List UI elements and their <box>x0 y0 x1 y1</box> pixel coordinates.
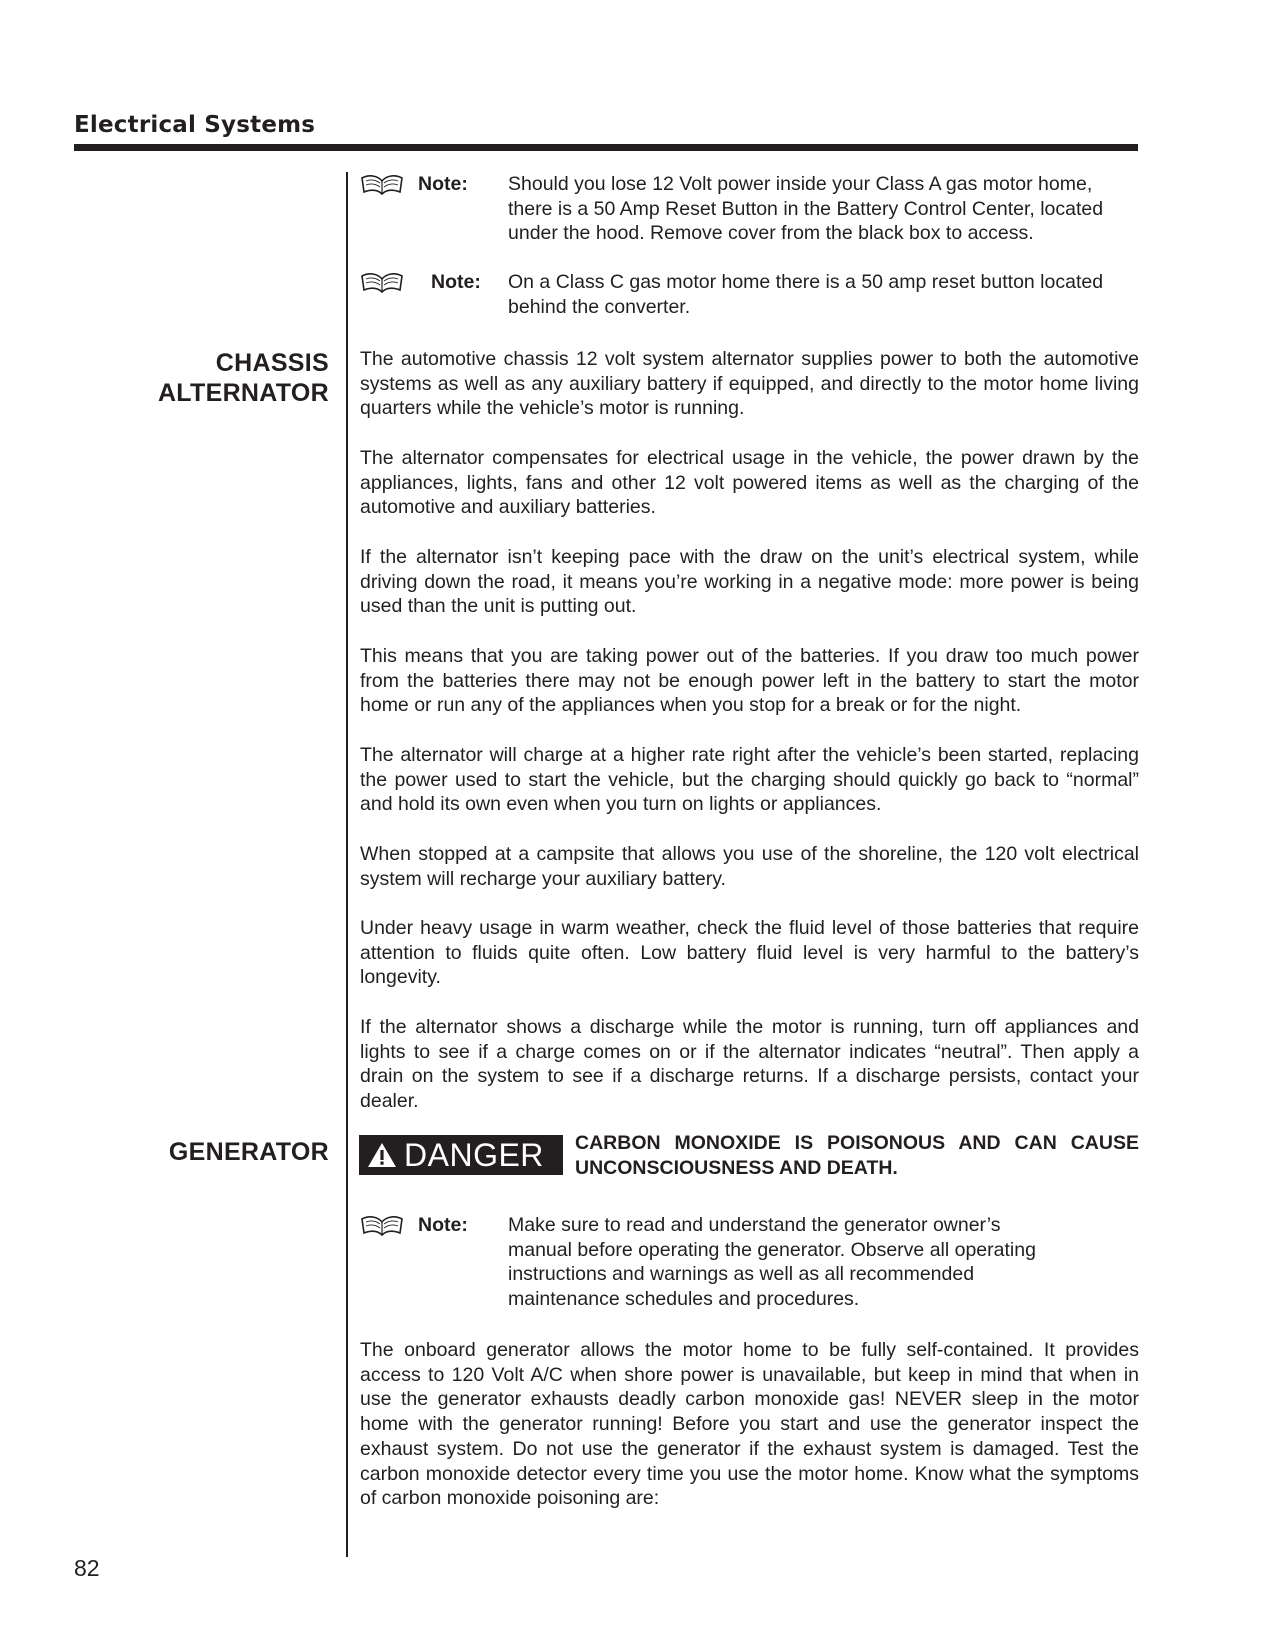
open-book-icon <box>360 1213 404 1237</box>
section-heading-chassis-alternator <box>158 348 329 408</box>
section-title: Electrical Systems <box>74 112 316 138</box>
danger-label <box>359 1135 563 1175</box>
paragraph: The automotive chassis 12 volt system alternator supplies power to both the automotive systems as well as any auxiliary battery if equipped, and directly to the motor home living quarters while the vehicle’s motor is running. <box>360 348 1139 420</box>
note-label: Note: <box>418 173 468 195</box>
paragraph: The onboard generator allows the motor home to be fully self-contained. It provides access to 120 Volt A/C when shore power is unavailable, but keep in mind that when in use the generator exhausts deadly carbon monoxide gas! NEVER sleep in the motor home with the generator running! Before you start and use the generator inspect the exhaust system. Do not use the generator if the exhaust system is damaged. Test the carbon monoxide detector every time you use the motor home. Know what the symptoms of carbon monoxide poisoning are: <box>360 1339 1139 1510</box>
paragraph: If the alternator isn’t keeping pace with the draw on the unit’s electrical system, while driving down the road, it means you’re working in a negative mode: more power is being used than the unit is putting out. <box>360 546 1139 618</box>
paragraph: This means that you are taking power out of the batteries. If you draw too much power from the batteries there may not be enough power left in the battery to start the motor home or run any of the appliances when you stop for a break or for the night. <box>360 645 1139 717</box>
note-label: Note: <box>418 1214 468 1236</box>
paragraph: Under heavy usage in warm weather, check the fluid level of those batteries that require attention to fluids quite often. Low battery fluid level is very harmful to the battery’s longevity. <box>360 917 1139 989</box>
paragraph: The alternator compensates for electrical usage in the vehicle, the power drawn by the appliances, lights, fans and other 12 volt powered items as well as the charging of the automotive and auxiliary batteries. <box>360 447 1139 519</box>
page-number: 82 <box>74 1555 100 1581</box>
warning-triangle-icon <box>366 1141 398 1169</box>
note-label: Note: <box>431 271 481 293</box>
heading-line: ALTERNATOR <box>157 379 329 407</box>
paragraph: If the alternator shows a discharge while the motor is running, turn off appliances and lights to see if a charge comes on or if the alternator indicates “neutral”. Then apply a drain on the system to see if a discharge returns. If a discharge persists, contact your dealer. <box>360 1016 1139 1113</box>
note-text: Should you lose 12 Volt power inside your Class A gas motor home, there is a 50 Amp Reset Button in the Battery Control Center, located under the hood. Remove cover from the black box to access. <box>508 173 1104 245</box>
header-rule <box>74 144 1138 151</box>
open-book-icon <box>360 172 404 196</box>
open-book-icon <box>360 270 404 294</box>
paragraph: The alternator will charge at a higher rate right after the vehicle’s been started, replacing the power used to start the vehicle, but the charging should quickly go back to “normal” and hold its own even when you turn on lights or appliances. <box>360 744 1139 816</box>
paragraph: When stopped at a campsite that allows you use of the shoreline, the 120 volt electrical system will recharge your auxiliary battery. <box>360 843 1139 890</box>
danger-warning-text: CARBON MONOXIDE IS POISONOUS AND CAN CAUSE UNCONSCIOUSNESS AND DEATH. <box>575 1132 1139 1179</box>
note-text: Make sure to read and understand the generator owner’s manual before operating the generator. Observe all operating instructions and warnings as well as all recommended maintenance schedules and procedures. <box>508 1214 1036 1311</box>
column-divider <box>346 172 348 1557</box>
danger-label-text: DANGER <box>404 1137 544 1173</box>
note-text: On a Class C gas motor home there is a 50 amp reset button located behind the converter. <box>508 271 1104 318</box>
section-heading-generator: GENERATOR <box>168 1138 329 1166</box>
heading-line: CHASSIS <box>215 349 329 377</box>
